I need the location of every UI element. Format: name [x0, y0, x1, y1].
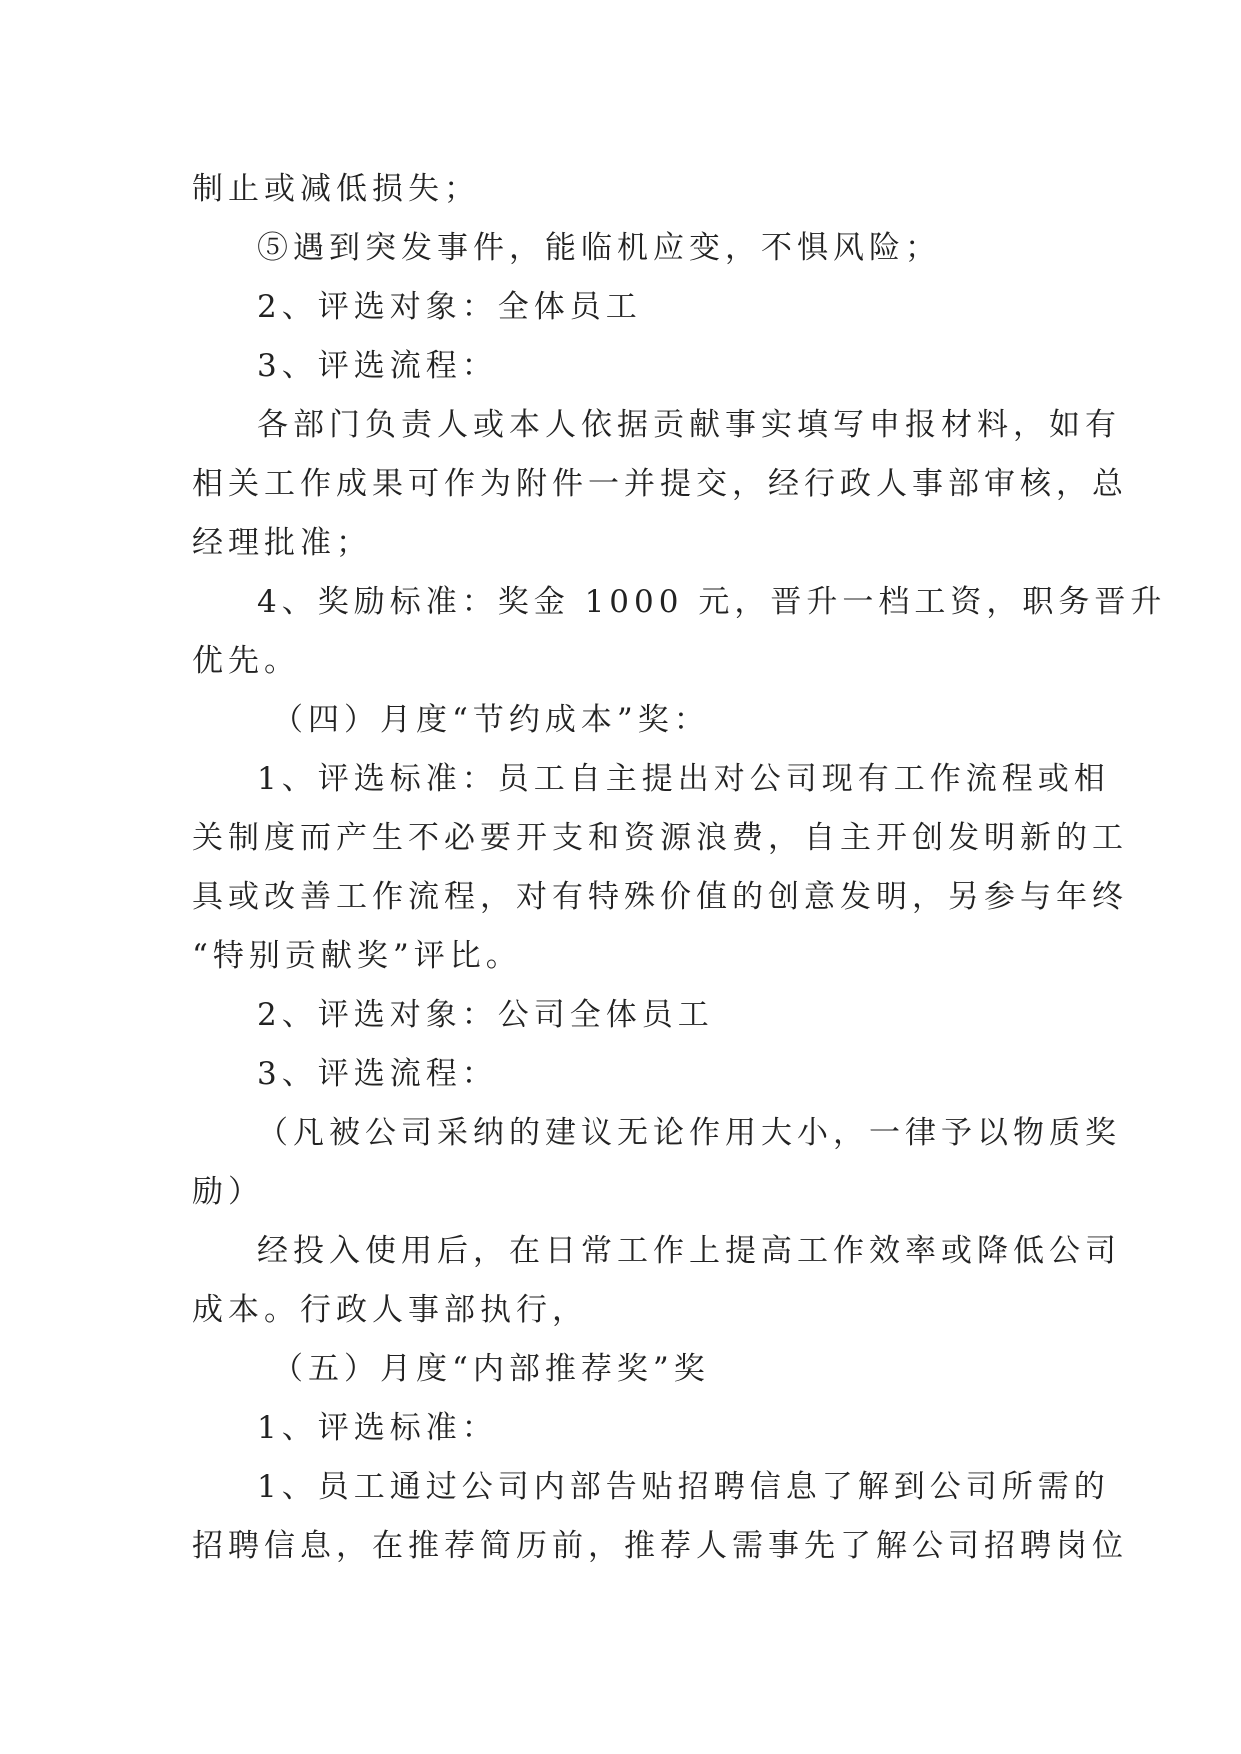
text-line: ⑤遇到突发事件，能临机应变，不惧风险； — [257, 230, 941, 266]
text-line: 3、评选流程： — [257, 1056, 498, 1092]
text-line: 励） — [192, 1174, 264, 1210]
text-line: 1、评选标准：员工自主提出对公司现有工作流程或相 — [257, 761, 1110, 797]
text-line: 2、评选对象：全体员工 — [257, 289, 642, 325]
text-line: 制止或减低损失； — [192, 171, 480, 207]
text-line: 4、奖励标准：奖金 1000 元，晋升一档工资，职务晋升 — [257, 584, 1167, 620]
text-line: 具或改善工作流程，对有特殊价值的创意发明，另参与年终 — [192, 879, 1128, 915]
document-body — [192, 160, 1167, 1576]
section-heading: （四）月度“节约成本”奖： — [272, 702, 710, 738]
text-line: 招聘信息，在推荐简历前，推荐人需事先了解公司招聘岗位 — [192, 1528, 1128, 1564]
text-line: 优先。 — [192, 643, 300, 679]
section-heading: （五）月度“内部推荐奖”奖 — [272, 1351, 710, 1387]
text-line: 1、员工通过公司内部告贴招聘信息了解到公司所需的 — [257, 1469, 1110, 1505]
text-line: 经理批准； — [192, 525, 372, 561]
text-line: 1、评选标准： — [257, 1410, 498, 1446]
text-line: 各部门负责人或本人依据贡献事实填写申报材料，如有 — [257, 407, 1121, 443]
text-line: （凡被公司采纳的建议无论作用大小，一律予以物质奖 — [257, 1115, 1121, 1151]
text-line: 关制度而产生不必要开支和资源浪费，自主开创发明新的工 — [192, 820, 1128, 856]
text-line: 经投入使用后，在日常工作上提高工作效率或降低公司 — [257, 1233, 1121, 1269]
text-line: “特别贡献奖”评比。 — [192, 938, 522, 974]
text-line: 2、评选对象：公司全体员工 — [257, 997, 714, 1033]
text-line: 成本。行政人事部执行， — [192, 1292, 588, 1328]
text-line: 相关工作成果可作为附件一并提交，经行政人事部审核，总 — [192, 466, 1128, 502]
text-line: 3、评选流程： — [257, 348, 498, 384]
